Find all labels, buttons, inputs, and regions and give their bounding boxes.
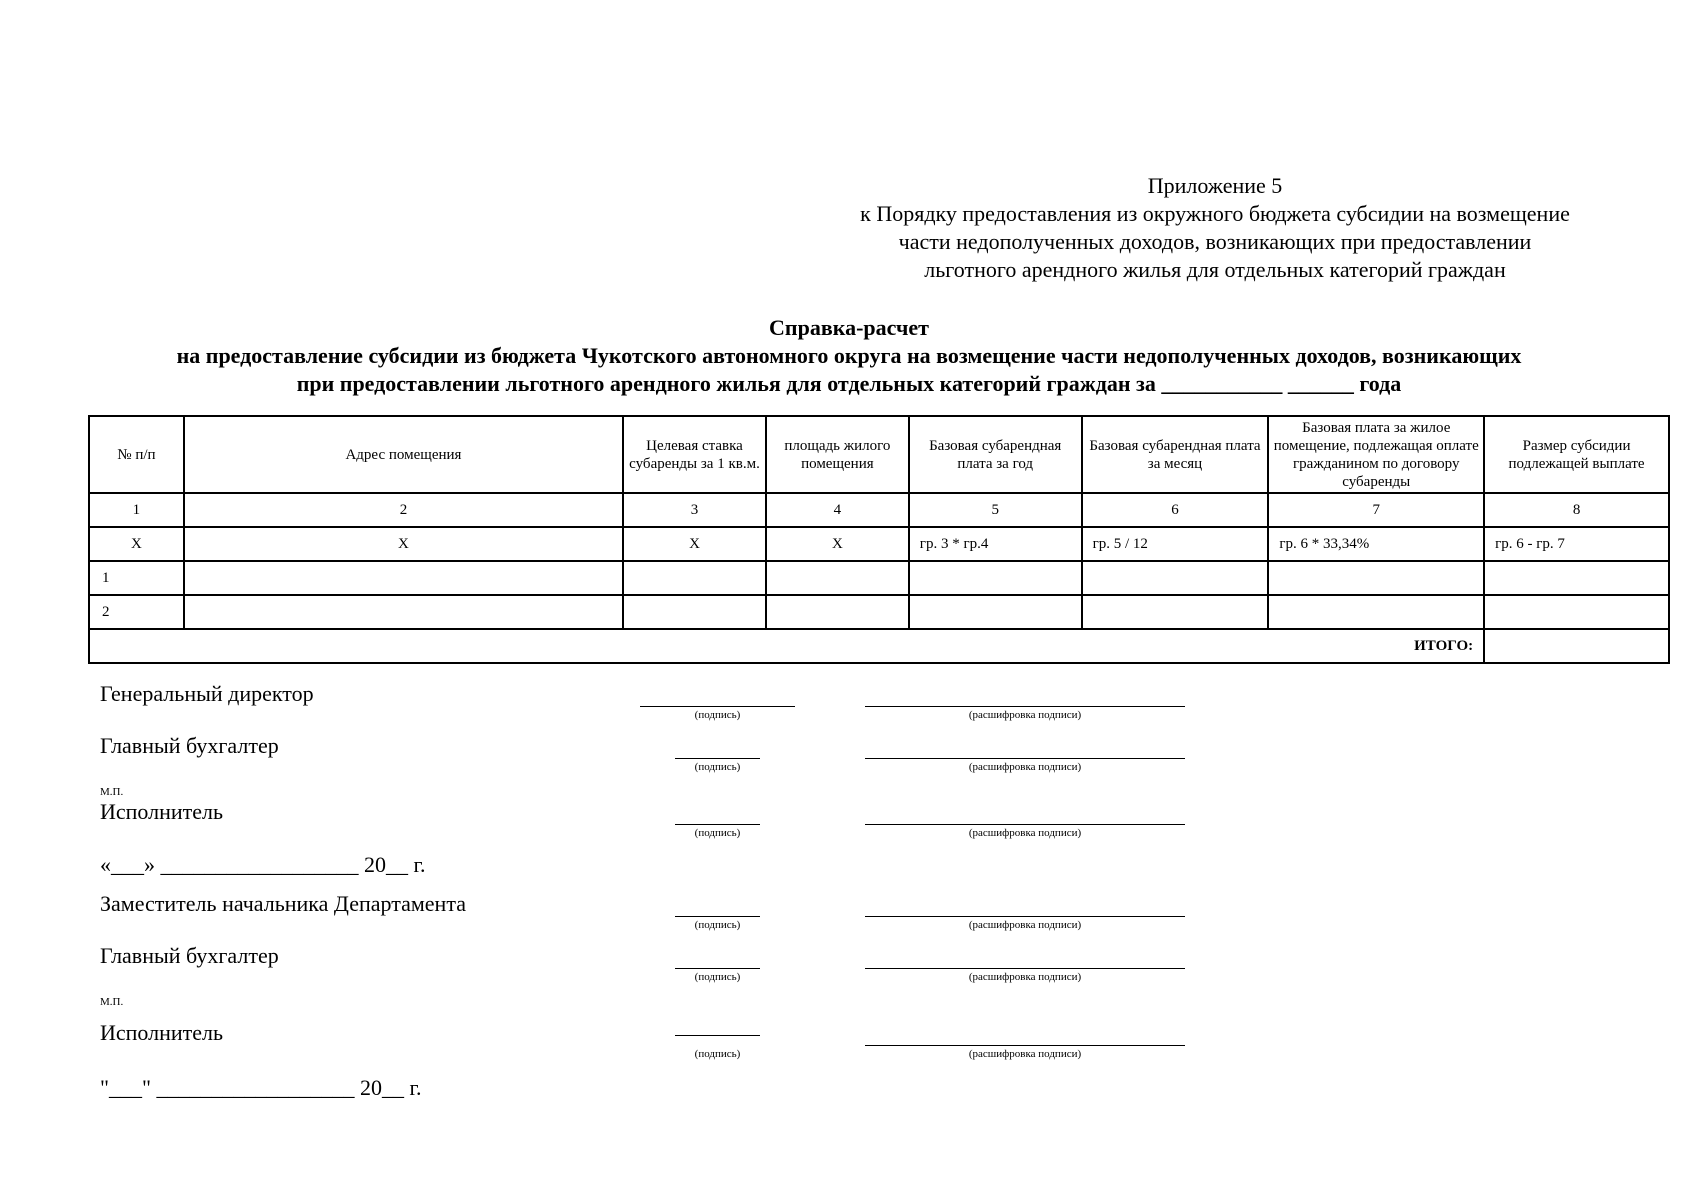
subsidy-cell[interactable] [1484, 561, 1669, 595]
column-number: 6 [1082, 493, 1269, 527]
signature-line[interactable] [675, 758, 760, 759]
total-label: ИТОГО: [89, 629, 1484, 663]
subsidy-cell[interactable] [1484, 595, 1669, 629]
column-number: 8 [1484, 493, 1669, 527]
date-line[interactable]: «___» __________________ 20__ г. [100, 852, 426, 877]
role-label: Исполнитель [100, 799, 224, 824]
formula-cell: гр. 6 - гр. 7 [1484, 527, 1669, 561]
signature-decode-line[interactable] [865, 968, 1185, 969]
role-label: Главный бухгалтер [100, 733, 279, 758]
appendix-header [800, 172, 1630, 284]
date-line[interactable]: "___" __________________ 20__ г. [100, 1075, 422, 1100]
decode-caption: (расшифровка подписи) [968, 709, 1082, 721]
appendix-line-1: к Порядку предоставления из окружного бюджета субсидии на возмещение [860, 201, 1570, 226]
column-number: 7 [1268, 493, 1484, 527]
header-cell: Базовая плата за жилое помещение, подлежащая оплате гражданином по договору субаренды [1268, 416, 1484, 493]
signature-decode-line[interactable] [865, 824, 1185, 825]
signature-caption: (подпись) [694, 971, 741, 983]
signature-caption: (подпись) [694, 761, 741, 773]
column-number: 5 [909, 493, 1082, 527]
document-title: Справка-расчет [769, 315, 929, 340]
formula-cell: гр. 3 * гр.4 [909, 527, 1082, 561]
yearly-rent-cell[interactable] [909, 561, 1082, 595]
signature-row-general-director [100, 681, 1200, 731]
formula-cell: Х [766, 527, 909, 561]
signature-decode-line[interactable] [865, 916, 1185, 917]
signature-line[interactable] [675, 1035, 760, 1036]
role-label: Заместитель начальника Департамента [100, 891, 466, 916]
monthly-rent-cell[interactable] [1082, 561, 1269, 595]
signature-row-executor [100, 799, 1200, 849]
calculation-table [88, 415, 1670, 664]
rate-cell[interactable] [623, 561, 766, 595]
signature-row-executor-2 [100, 1020, 1200, 1070]
citizen-payment-cell[interactable] [1268, 595, 1484, 629]
citizen-payment-cell[interactable] [1268, 561, 1484, 595]
appendix-line-2: части недополученных доходов, возникающих при предоставлении [898, 229, 1532, 254]
column-number: 4 [766, 493, 909, 527]
formula-cell: гр. 5 / 12 [1082, 527, 1269, 561]
formula-row [89, 527, 1669, 561]
role-label: Генеральный директор [100, 681, 314, 706]
column-number-row [89, 493, 1669, 527]
table-row [89, 561, 1669, 595]
decode-caption: (расшифровка подписи) [968, 827, 1082, 839]
header-cell: № п/п [89, 416, 184, 493]
signature-line[interactable] [675, 916, 760, 917]
total-value-cell[interactable] [1484, 629, 1669, 663]
signature-line[interactable] [675, 824, 760, 825]
formula-cell: Х [89, 527, 184, 561]
row-number: 2 [89, 595, 184, 629]
signature-decode-line[interactable] [865, 1045, 1185, 1046]
area-cell[interactable] [766, 595, 909, 629]
signature-caption: (подпись) [694, 827, 741, 839]
header-cell: Базовая субарендная плата за год [909, 416, 1082, 493]
column-number: 2 [184, 493, 623, 527]
column-number: 1 [89, 493, 184, 527]
role-label: Главный бухгалтер [100, 943, 279, 968]
header-cell: Целевая ставка субаренды за 1 кв.м. [623, 416, 766, 493]
decode-caption: (расшифровка подписи) [968, 1048, 1082, 1060]
signature-caption: (подпись) [694, 919, 741, 931]
area-cell[interactable] [766, 561, 909, 595]
signature-caption: (подпись) [694, 1048, 741, 1060]
document-title-block [0, 314, 1698, 398]
header-cell: площадь жилого помещения [766, 416, 909, 493]
document-subtitle-line-1: на предоставление субсидии из бюджета Чукотского автономного округа на возмещение части недополученных доходов, возникающих [176, 343, 1522, 368]
decode-caption: (расшифровка подписи) [968, 971, 1082, 983]
table-row [89, 595, 1669, 629]
appendix-title: Приложение 5 [1147, 173, 1283, 198]
signature-decode-line[interactable] [865, 758, 1185, 759]
table-header-row [89, 416, 1669, 493]
rate-cell[interactable] [623, 595, 766, 629]
stamp-place-label: М.П. [100, 996, 124, 1008]
document-subtitle-line-2: при предоставлении льготного арендного жилья для отдельных категорий граждан за ___________ ______ года [296, 371, 1402, 396]
formula-cell: гр. 6 * 33,34% [1268, 527, 1484, 561]
row-number: 1 [89, 561, 184, 595]
signature-row-chief-accountant [100, 733, 1200, 783]
signature-line[interactable] [675, 968, 760, 969]
header-cell: Базовая субарендная плата за месяц [1082, 416, 1269, 493]
signature-row-chief-accountant-2 [100, 943, 1200, 993]
total-row [89, 629, 1669, 663]
decode-caption: (расшифровка подписи) [968, 919, 1082, 931]
signature-row-deputy-head [100, 891, 1200, 941]
appendix-line-3: льготного арендного жилья для отдельных категорий граждан [924, 257, 1506, 282]
formula-cell: Х [623, 527, 766, 561]
header-cell: Адрес помещения [184, 416, 623, 493]
signature-line[interactable] [640, 706, 795, 707]
formula-cell: Х [184, 527, 623, 561]
signature-decode-line[interactable] [865, 706, 1185, 707]
monthly-rent-cell[interactable] [1082, 595, 1269, 629]
address-cell[interactable] [184, 595, 623, 629]
decode-caption: (расшифровка подписи) [968, 761, 1082, 773]
signature-caption: (подпись) [694, 709, 741, 721]
column-number: 3 [623, 493, 766, 527]
header-cell: Размер субсидии подлежащей выплате [1484, 416, 1669, 493]
address-cell[interactable] [184, 561, 623, 595]
stamp-place-label: М.П. [100, 786, 124, 798]
yearly-rent-cell[interactable] [909, 595, 1082, 629]
role-label: Исполнитель [100, 1020, 224, 1045]
